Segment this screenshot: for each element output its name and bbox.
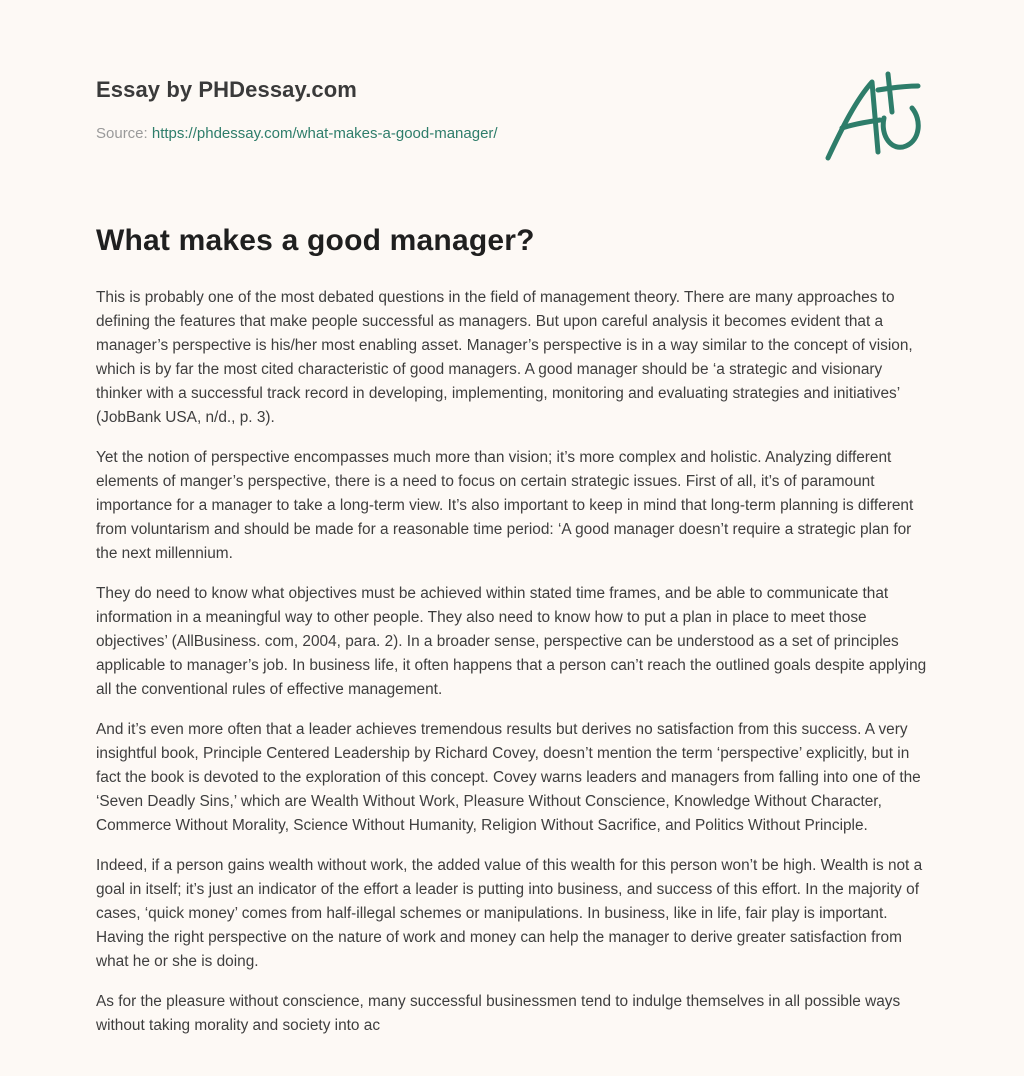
essay-paragraph: And it’s even more often that a leader achieves tremendous results but derives no satisfaction from this success. A very insightful book, Principle Centered Leadership by Richard Covey, doesn’t mention the term ‘perspective’ explicitly, but in fact the book is devoted to the exploration of this concept. Covey warns leaders and managers from falling into one of the ‘Seven Deadly Sins,’ which are Wealth Without Work, Pleasure Without Conscience, Knowledge Without Character, Commerce Without Morality, Science Without Humanity, Religion Without Sacrifice, and Politics Without Principle. <box>96 721 921 834</box>
a-plus-logo-icon <box>820 66 930 166</box>
essay-paragraph: Indeed, if a person gains wealth without work, the added value of this wealth for this person won’t be high. Wealth is not a goal in itself; it’s just an indicator of the effort a leader is putting into business, and success of this effort. In the majority of cases, ‘quick money’ comes from half-illegal schemes or manipulations. In business, like in life, fair play is important. Having the right perspective on the nature of work and money can help the manager to derive greater satisfaction from what he or she is doing. <box>96 857 923 970</box>
essay-paragraph: Yet the notion of perspective encompasses much more than vision; it’s more complex and holistic. Analyzing different elements of manger’s perspective, there is a need to focus on certain strategic issues. First of all, it’s of paramount importance for a manager to take a long-term view. It’s also important to keep in mind that long-term planning is different from voluntarism and should be made for a reasonable time period: ‘A good manager doesn’t require a strategic plan for the next millennium. <box>96 449 914 562</box>
source-link[interactable]: https://phdessay.com/what-makes-a-good-manager/ <box>151 125 498 142</box>
site-name: Essay by PHDessay.com <box>96 77 357 102</box>
source-line <box>96 125 498 142</box>
essay-title: What makes a good manager? <box>96 224 535 257</box>
essay-paragraph: As for the pleasure without conscience, many successful businessmen tend to indulge themselves in all possible ways without taking morality and society into ac <box>96 993 901 1034</box>
essay-paragraph: This is probably one of the most debated questions in the field of management theory. There are many approaches to defining the features that make people successful as managers. But upon careful analysis it becomes evident that a manager’s perspective is his/her most enabling asset. Manager’s perspective is in a way similar to the concept of vision, which is by far the most cited characteristic of good managers. A good manager should be ‘a strategic and visionary thinker with a successful track record in developing, implementing, monitoring and evaluating strategies and initiatives’ (JobBank USA, n/d., p. 3). <box>96 289 913 426</box>
essay-body <box>96 286 931 1054</box>
source-label: Source: <box>96 125 148 142</box>
essay-paragraph: They do need to know what objectives must be achieved within stated time frames, and be able to communicate that information in a meaningful way to other people. They also need to know how to put a plan in place to meet those objectives’ (AllBusiness. com, 2004, para. 2). In a broader sense, perspective can be understood as a set of principles applicable to manager’s job. In business life, it often happens that a person can’t reach the outlined goals despite applying all the conventional rules of effective management. <box>96 585 927 698</box>
